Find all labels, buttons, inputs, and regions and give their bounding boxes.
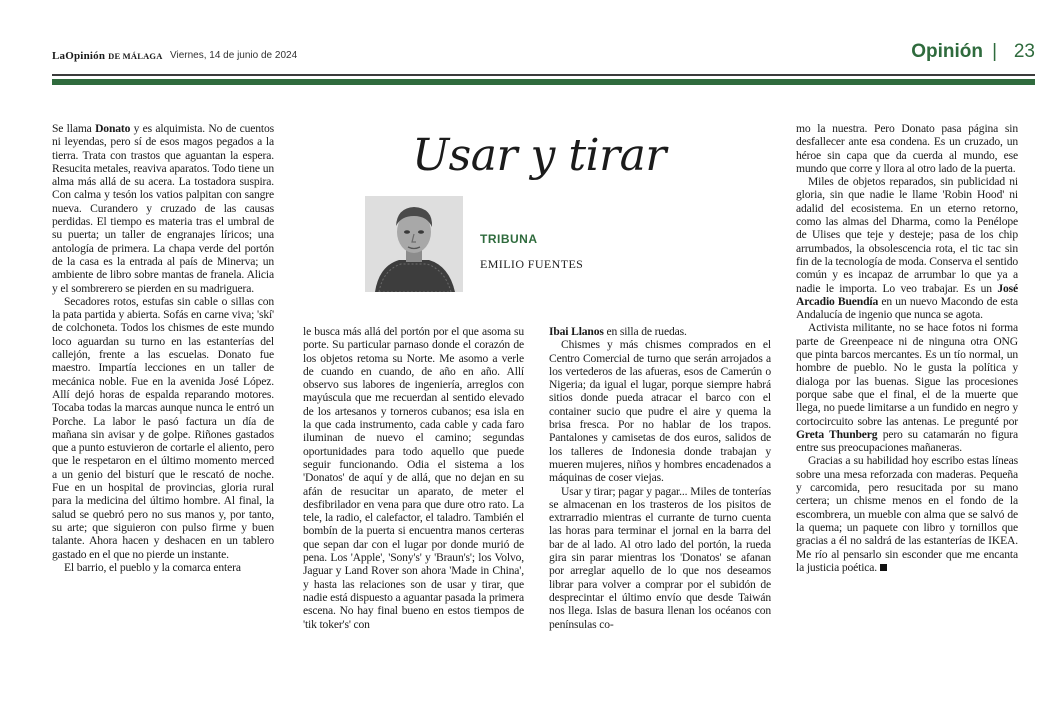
page-header [52, 40, 1035, 70]
paragraph: mo la nuestra. Pero Donato pasa página sin desfallecer ante esa condena. Es un cruzado, un héroe sin capa que da cuerda al mundo, ese mundo que corre y llora al otro lado de la puerta. [796, 122, 1018, 175]
section-color-bar [52, 79, 1035, 85]
paragraph [549, 325, 771, 338]
name-highlight: Ibai Llanos [549, 325, 604, 338]
paragraph [796, 454, 1018, 574]
text-run: en silla de ruedas. [603, 325, 687, 338]
article-headline: Usar y tirar [412, 130, 666, 181]
text-run: Activista militante, no se hace fotos ni forma parte de Greenpeace ni de ninguna otra ONG que pinta barcos mercantes. Es un tío normal, un hombre de pueblo. No le gusta la política y dialoga por las buenas. Sigue las procesiones porque sabe que el final, el de la muerte que llega, no puede limitarse a un fundido en negro y cortocircuito sobre las antenas. Le pregunté por [796, 321, 1018, 428]
portrait-illustration [365, 196, 463, 292]
paragraph: Secadores rotos, estufas sin cable o sillas con la pata partida y abierta. Sofás en carne viva; 'skí' de colchoneta. Todos los chismes de este mundo loco aguardan su turno en las estanterías del callejón, frente a las escuelas. Donato fue maestro. Impartía lecciones en un taller de mecánica noble. Fue en la avenida José López. Allí dejó horas de espalda reparando motores. Tocaba todas la marcas aunque nunca le entró un Porche. La labor le pasó factura un día de mañana sin avisar y de golpe. Riñones gastados que a punto estuvieron de cortarle el aliento, pero que le respetaron en el último momento merced a un genio del bisturí que le rescató de noche. Fue en un hospital de provincias, gloria rural para la medicina del último hombre. Al final, la salud se quebró pero no sus manos y, por tanto, su arte; que siguieron con pulso firme y buen talante. Ahora hacen y deshacen en un tablero gastado en el que no pierde un instante. [52, 294, 274, 561]
text-run: en un nuevo Macondo de esta Andalucía de ingenio que nunca se agota. [796, 294, 1018, 322]
author-portrait-photo [365, 196, 463, 292]
paragraph: Usar y tirar; pagar y pagar... Miles de tonterías se almacenan en los trasteros de los pisitos de extrarradio mientras el currante de turno cuenta las horas para terminar el jornal en la barra del bar de al lado. Al otro lado del portón, la rueda gira sin parar mientras los 'Donatos' se afanan por arreglar aquello de lo que nos deseamos librar para volver a comprar por el subidón de desprecintar el último envío que desde Taiwán nos llega. Islas de basura llenan los océanos con penínsulas co- [549, 484, 771, 631]
brand-main: LaOpinión [52, 50, 106, 62]
paragraph [52, 122, 274, 295]
article-column-4 [796, 122, 1018, 574]
article-column-2 [303, 325, 524, 631]
article-kicker: TRIBUNA [480, 232, 538, 246]
section-separator: | [992, 41, 997, 62]
article-column-1 [52, 122, 274, 574]
text-run: Se llama [52, 122, 96, 135]
newspaper-logo [52, 50, 163, 62]
name-highlight: José Arcadio Buendía [796, 281, 1018, 308]
paragraph [796, 321, 1018, 454]
paragraph: le busca más allá del portón por el que asoma su porte. Su particular parnaso donde el corazón de los objetos retoma su Norte. Me asomo a verle de cuando en cuando, de año en año. Allí observo sus labores de ingeniería, arreglos con mayúscula que me recuerdan al sentido elevado de los artesanos y torneros cubanos; esa isla en la que cada instrumento, cada cable y cada faro iluminan de nuevo el camino; segundas oportunidades para todo aquello que puede seguir funcionando. Odia el sistema a los 'Donatos' de aquí y de allá, que no dejan en su afán de resucitar un aparato, de meter el desfibrilador en vena para que dure otro rato. La tele, la radio, el calefactor, el taladro. También el bombín de la puerta si encuentra manos certeras que sepan dar con el lugar por donde murió de pena. Los 'Apple', 'Sony's' y 'Braun's'; los Volvo, Jaguar y Land Rover son ahora 'Made in China', y hasta las relaciones son de usar y tirar, que nadie está dispuesto a aguantar pasada la primera escena. No hay final bueno en estos tiempos de 'tik toker's' con [303, 325, 524, 631]
header-rule [52, 74, 1035, 76]
text-run: Miles de objetos reparados, sin publicidad ni gloria, sin que nadie le llame 'Robin Hood' ni adalid del ecosistema. En un eterno retorno, como las almas del Dharma, como la Penélope de Ulises que teje y desteje; pasa de los chip arrumbados, la obsolescencia rota, el tic tac sin fin de la tecnología de moda. Conserva el sentido común y es incapaz de arrumbar lo que ya a nadie le importa. Lo veo trabajar. Es un [796, 175, 1018, 295]
article-author: EMILIO FUENTES [480, 257, 584, 271]
page-number: 23 [1013, 41, 1035, 62]
text-run: y es alquimista. No de cuentos ni leyendas, pero sí de esos magos pegados a la tierra. Trata con trastos que aguantan la espera. Resucita metales, reaviva aparatos. Todo tiene un alma más allá de su acera. La tostadora suspira. Con calma y tesón los vatios palpitan con sangre nueva. Curandero y cruzado de las causas perdidas. El tiempo es materia tras el umbral de su puerta; un taller de engranajes líricos; una antología de primera. La chapa verde del portón de la casa es la entrada al país de Minerva; un ambiente de libro sobre mantas de franela. Alicia y el sombrerero se pierden en su madriguera. [52, 122, 275, 295]
section-title: Opinión [911, 41, 983, 62]
paragraph: El barrio, el pueblo y la comarca entera [64, 560, 241, 574]
article-column-3 [549, 325, 771, 631]
name-highlight: Donato [95, 122, 131, 135]
name-highlight: Greta Thunberg [796, 427, 878, 441]
text-run: Gracias a su habilidad hoy escribo estas líneas sobre una mesa reforzada con maderas. Pequeña y carcomida, pero resucitada por su mano certera; un chisme menos en el fondo de la escombrera, un mueble con alma que se salvó de la quema; un paquete con libro y tornillos que gracias a él no saldrá de las estanterías de IKEA. Me río al pensarlo sin esconder que me encanta la justicia poética. [796, 454, 1018, 574]
paragraph [796, 175, 1018, 321]
end-of-article-icon [880, 564, 887, 571]
issue-date: Viernes, 14 de junio de 2024 [170, 50, 298, 61]
paragraph: Chismes y más chismes comprados en el Centro Comercial de turno que serán arrojados a los vertederos de las afueras, esos de Camerún o Nigeria; da igual el lugar, porque siempre habrá sitios donde pueda atracar el barco con el container sucio que pudre el aire y quema la brisa fresca. Por no hablar de los trapos. Pantalones y camisetas de dos euros, salidos de los talleres de Indonesia donde trabajan y mueren mujeres, niños y hombres encadenados a máquinas de coser viejas. [549, 338, 771, 485]
brand-sub: DE MÁLAGA [108, 51, 163, 61]
text-run: pero su catamarán no figura entre sus preocupaciones mañaneras. [796, 427, 1018, 455]
